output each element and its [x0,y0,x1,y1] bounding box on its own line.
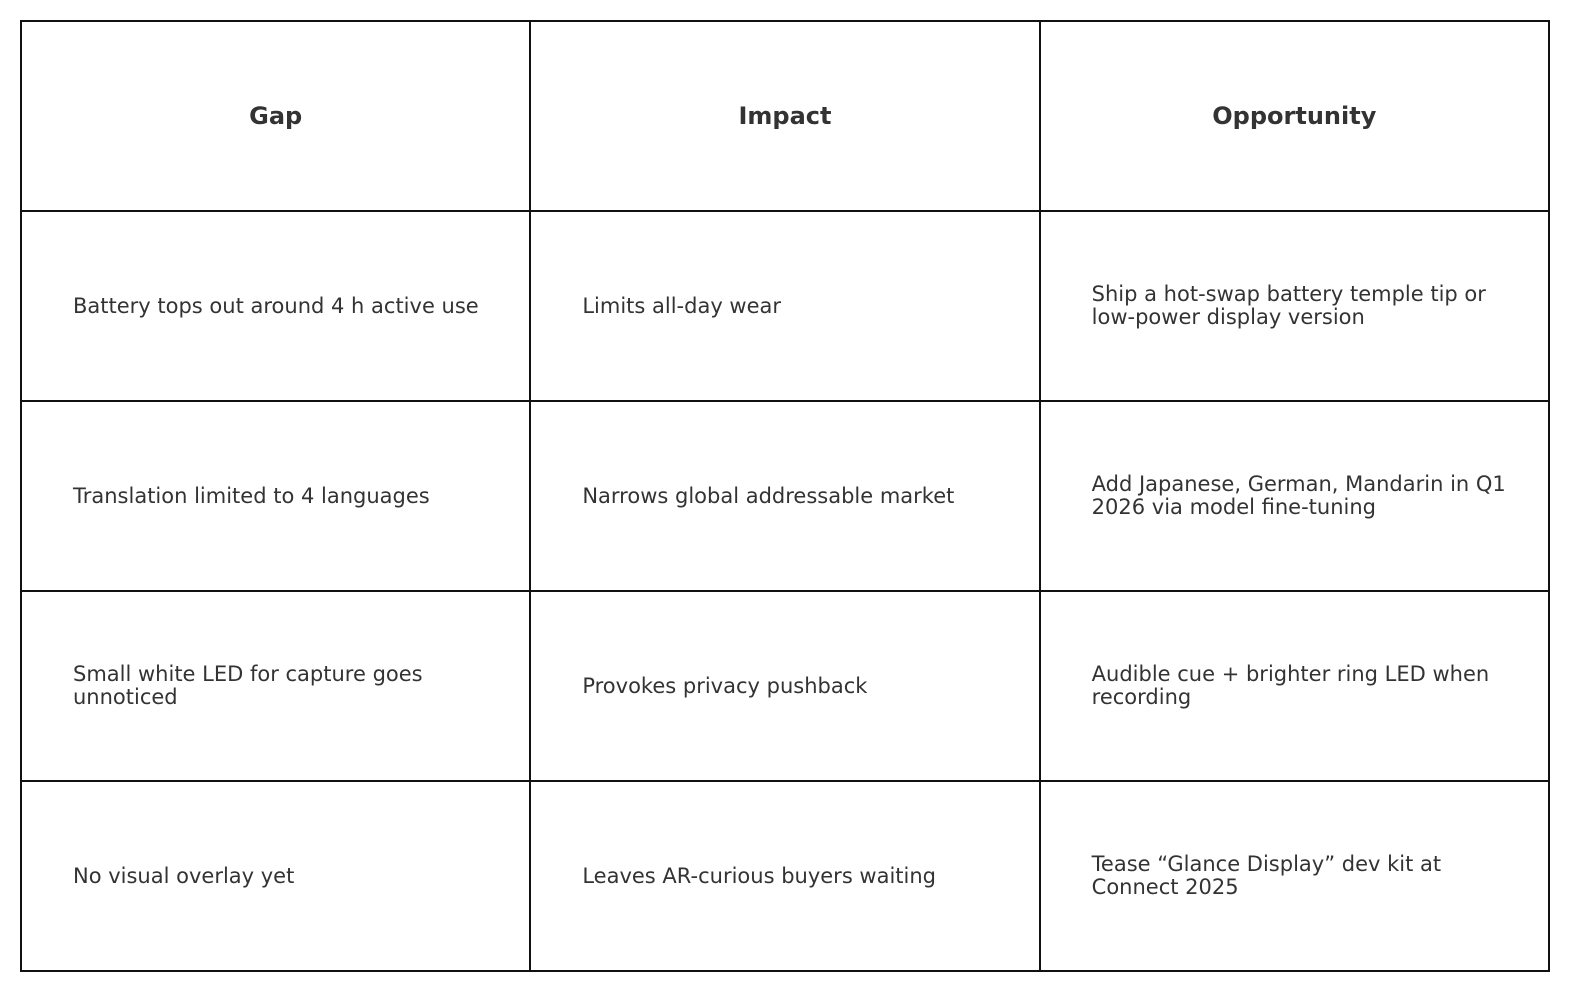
impact-cell: Provokes privacy pushback [530,591,1039,781]
gap-cell: Battery tops out around 4 h active use [21,211,530,401]
table-row [21,591,1549,781]
gap-cell: No visual overlay yet [21,781,530,971]
table-row [21,401,1549,591]
header-row [21,21,1549,211]
impact-cell: Narrows global addressable market [530,401,1039,591]
impact-cell: Limits all-day wear [530,211,1039,401]
header-opportunity: Opportunity [1040,21,1549,211]
header-gap: Gap [21,21,530,211]
table-header [21,21,1549,211]
header-impact: Impact [530,21,1039,211]
impact-cell: Leaves AR-curious buyers waiting [530,781,1039,971]
table-body [21,211,1549,971]
table-row [21,781,1549,971]
opportunity-cell: Audible cue + brighter ring LED when recording [1040,591,1549,781]
table-row [21,211,1549,401]
gap-impact-opportunity-table [20,20,1550,972]
gap-cell: Translation limited to 4 languages [21,401,530,591]
opportunity-cell: Tease “Glance Display” dev kit at Connect 2025 [1040,781,1549,971]
gap-cell: Small white LED for capture goes unnoticed [21,591,530,781]
opportunity-cell: Ship a hot-swap battery temple tip or low-power display version [1040,211,1549,401]
opportunity-cell: Add Japanese, German, Mandarin in Q1 2026 via model fine-tuning [1040,401,1549,591]
